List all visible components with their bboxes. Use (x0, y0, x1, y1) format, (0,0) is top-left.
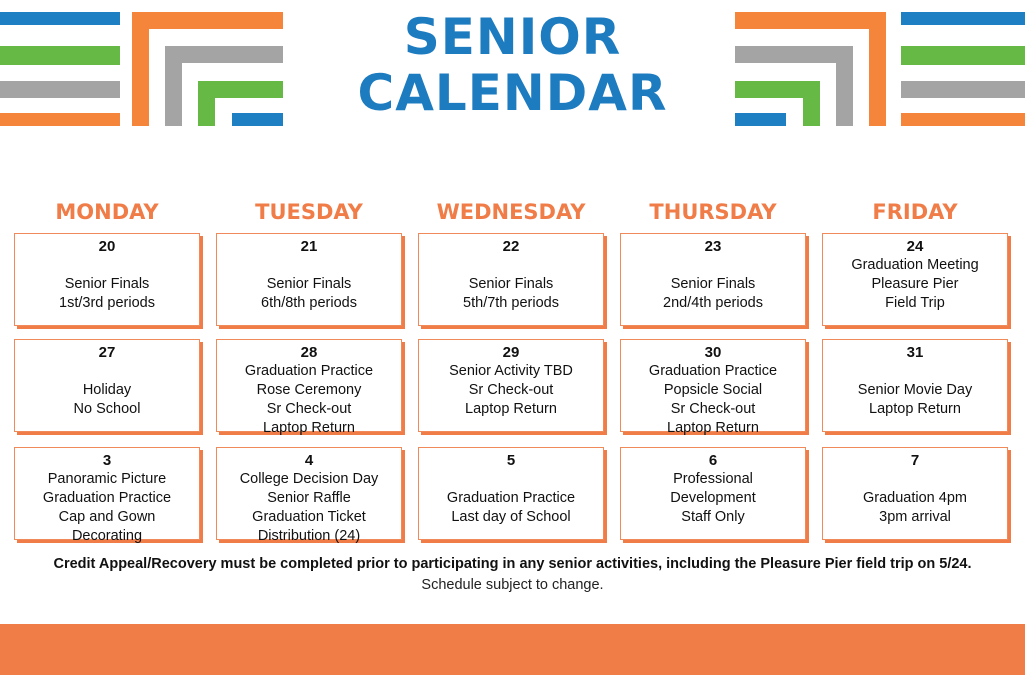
day-number: 29 (502, 344, 520, 361)
requirement-note: Credit Appeal/Recovery must be completed prior to participating in any senior activities, including the Pleasure Pier field trip on 5/24. (53, 556, 972, 572)
event-line (15, 256, 199, 275)
day-events (217, 362, 401, 438)
day-events (419, 470, 603, 527)
event-line: Graduation Ticket (252, 509, 366, 525)
event-line: Graduation Meeting (851, 257, 979, 273)
calendar-day-cell (418, 339, 604, 432)
event-line: Senior Finals (670, 276, 756, 292)
day-header-monday: MONDAY (55, 200, 159, 224)
day-events (419, 362, 603, 419)
event-line: Senior Finals (266, 276, 352, 292)
event-line: Senior Movie Day (857, 382, 973, 398)
event-line: Holiday (82, 382, 132, 398)
day-number: 27 (98, 344, 116, 361)
day-events (823, 256, 1007, 313)
event-line: College Decision Day (239, 471, 379, 487)
calendar-day-cell (216, 339, 402, 436)
calendar-day-cell (822, 233, 1008, 326)
page-title-line-1: SENIOR (403, 8, 622, 66)
day-number: 28 (300, 344, 318, 361)
event-line: 1st/3rd periods (59, 295, 155, 311)
day-header-thursday: THURSDAY (649, 200, 777, 224)
calendar-day-cell (620, 233, 806, 326)
event-line (823, 362, 1007, 381)
day-events (15, 256, 199, 313)
event-line: Sr Check-out (266, 401, 352, 417)
event-line (15, 362, 199, 381)
event-line: Senior Finals (64, 276, 150, 292)
calendar-day-cell (822, 447, 1008, 540)
event-line: Cap and Gown (58, 509, 156, 525)
day-events (217, 470, 401, 546)
event-line (419, 470, 603, 489)
event-line: 3pm arrival (879, 509, 951, 525)
day-events (419, 256, 603, 313)
day-events (823, 362, 1007, 419)
day-header-wednesday: WEDNESDAY (436, 200, 586, 224)
event-line: Pleasure Pier (871, 276, 959, 292)
calendar-day-cell (620, 339, 806, 436)
event-line: Decorating (71, 528, 143, 544)
day-number: 22 (502, 238, 520, 255)
event-line: 6th/8th periods (261, 295, 357, 311)
calendar-day-cell (14, 339, 200, 432)
disclaimer-note: Schedule subject to change. (421, 577, 604, 593)
day-events (15, 362, 199, 419)
event-line: Professional (673, 471, 753, 487)
day-events (621, 362, 805, 438)
day-number: 6 (708, 452, 718, 469)
event-line: Graduation Practice (42, 490, 172, 506)
event-line: No School (73, 401, 141, 417)
event-line: Rose Ceremony (256, 382, 362, 398)
event-line: Senior Raffle (267, 490, 351, 506)
day-events (823, 470, 1007, 527)
event-line: Distribution (24) (257, 528, 361, 544)
event-line: Graduation Practice (648, 363, 778, 379)
event-line (419, 256, 603, 275)
event-line: Laptop Return (667, 420, 759, 436)
day-number: 31 (906, 344, 924, 361)
day-number: 7 (910, 452, 920, 469)
event-line (621, 256, 805, 275)
day-number: 5 (506, 452, 516, 469)
day-events (217, 256, 401, 313)
event-line: Sr Check-out (670, 401, 756, 417)
event-line: 5th/7th periods (463, 295, 559, 311)
event-line: Sr Check-out (468, 382, 554, 398)
calendar-day-cell (14, 447, 200, 544)
day-number: 30 (704, 344, 722, 361)
calendar-day-cell (620, 447, 806, 540)
day-number: 24 (906, 238, 924, 255)
event-line: Graduation Practice (244, 363, 374, 379)
event-line: Last day of School (451, 509, 571, 525)
calendar-day-cell (14, 233, 200, 326)
event-line: Laptop Return (869, 401, 961, 417)
event-line: Senior Activity TBD (449, 363, 573, 379)
day-header-friday: FRIDAY (872, 200, 958, 224)
day-header-tuesday: TUESDAY (255, 200, 363, 224)
event-line: Development (670, 490, 756, 506)
page-title-line-2: CALENDAR (357, 64, 668, 122)
event-line: Laptop Return (263, 420, 355, 436)
day-number: 23 (704, 238, 722, 255)
event-line: 2nd/4th periods (663, 295, 763, 311)
footer-bar (0, 624, 1025, 675)
day-number: 4 (304, 452, 314, 469)
event-line: Senior Finals (468, 276, 554, 292)
event-line: Field Trip (885, 295, 945, 311)
event-line: Panoramic Picture (47, 471, 167, 487)
day-number: 20 (98, 238, 116, 255)
calendar-day-cell (418, 233, 604, 326)
calendar-day-cell (216, 447, 402, 544)
calendar-day-cell (822, 339, 1008, 432)
event-line: Popsicle Social (663, 382, 763, 398)
event-line (823, 470, 1007, 489)
event-line: Laptop Return (465, 401, 557, 417)
day-events (15, 470, 199, 546)
day-events (621, 256, 805, 313)
day-number: 3 (102, 452, 112, 469)
day-events (621, 470, 805, 527)
event-line: Graduation Practice (446, 490, 576, 506)
calendar-day-cell (418, 447, 604, 540)
day-number: 21 (300, 238, 318, 255)
event-line: Graduation 4pm (863, 490, 967, 506)
event-line (217, 256, 401, 275)
calendar-day-cell (216, 233, 402, 326)
event-line: Staff Only (681, 509, 745, 525)
